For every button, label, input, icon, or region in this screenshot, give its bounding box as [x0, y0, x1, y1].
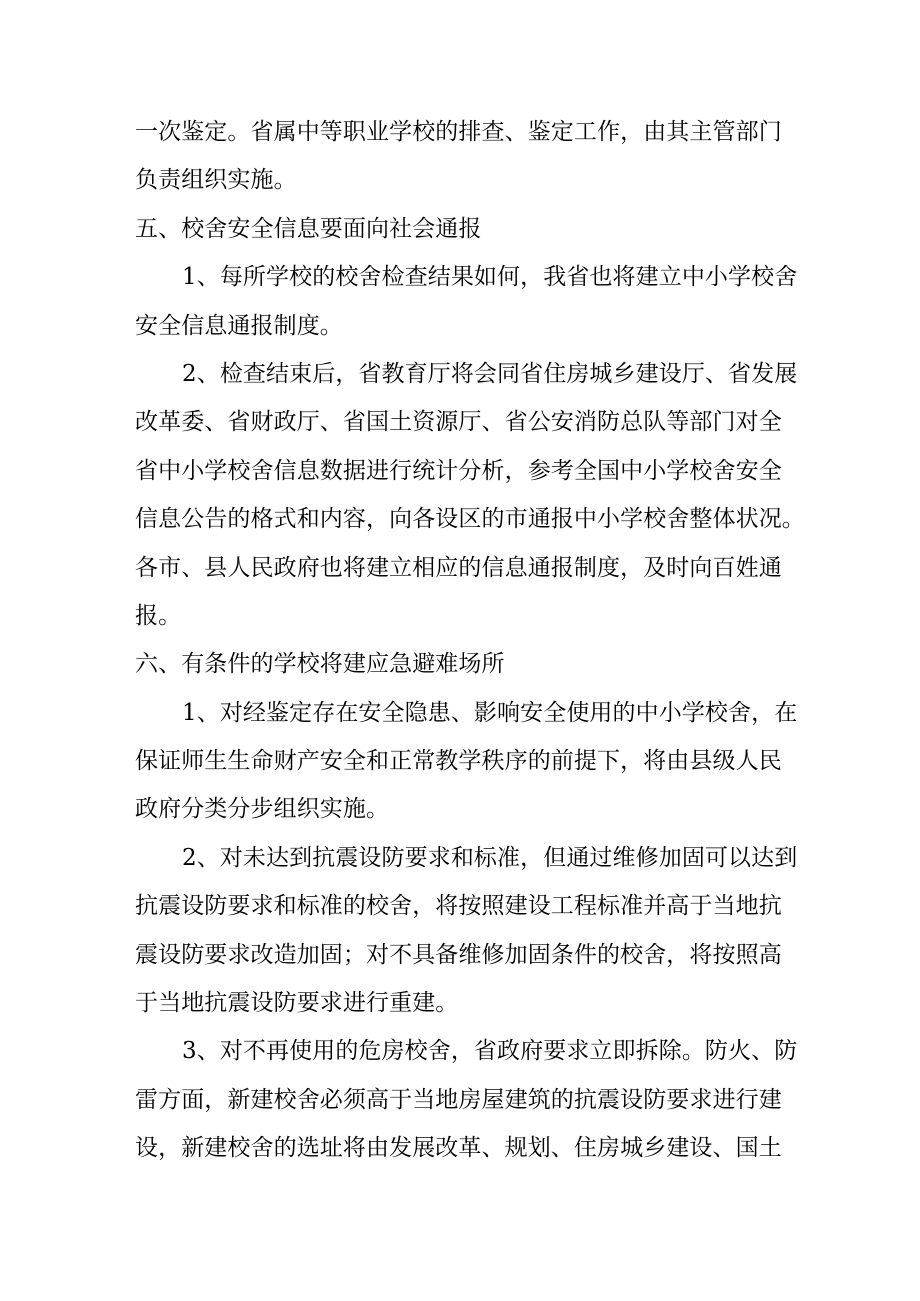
paragraph-line: 1、对经鉴定存在安全隐患、影响安全使用的中小学校舍，在 [182, 699, 798, 726]
continuation-paragraph [135, 108, 835, 205]
paragraph-line: 3、对不再使用的危房校舍，省政府要求立即拆除。防火、防 [182, 1038, 798, 1065]
section-6-item-2 [135, 834, 835, 1028]
section-heading: 五、校舍安全信息要面向社会通报 [135, 215, 482, 242]
paragraph-line: 负责组织实施。 [135, 167, 297, 194]
paragraph-line: 各市、县人民政府也将建立相应的信息通报制度，及时向百姓通 [135, 554, 782, 581]
section-6-item-3 [135, 1027, 835, 1172]
section-5-item-1 [135, 253, 835, 350]
paragraph-line: 设，新建校舍的选址将由发展改革、规划、住房城乡建设、国土 [135, 1135, 782, 1162]
paragraph-line: 抗震设防要求和标准的校舍，将按照建设工程标准并高于当地抗 [135, 893, 782, 920]
section-6-item-1 [135, 689, 835, 834]
paragraph-line: 于当地抗震设防要求进行重建。 [135, 990, 459, 1017]
paragraph-line: 1、每所学校的校舍检查结果如何，我省也将建立中小学校舍 [182, 264, 798, 291]
paragraph-line: 雷方面，新建校舍必须高于当地房屋建筑的抗震设防要求进行建 [135, 1086, 782, 1113]
paragraph-line: 一次鉴定。省属中等职业学校的排查、鉴定工作，由其主管部门 [135, 119, 782, 145]
section-5 [135, 205, 835, 641]
section-heading: 六、有条件的学校将建应急避难场所 [135, 651, 505, 678]
paragraph-line: 改革委、省财政厅、省国土资源厅、省公安消防总队等部门对全 [135, 409, 782, 436]
section-6 [135, 640, 835, 1172]
paragraph-line: 政府分类分步组织实施。 [135, 796, 390, 823]
paragraph-line: 信息公告的格式和内容，向各设区的市通报中小学校舍整体状况。 [135, 506, 805, 533]
paragraph-line: 省中小学校舍信息数据进行统计分析，参考全国中小学校舍安全 [135, 457, 782, 484]
paragraph-line: 报。 [135, 602, 182, 629]
paragraph-line: 保证师生生命财产安全和正常教学秩序的前提下，将由县级人民 [135, 748, 782, 775]
document-body [135, 108, 835, 1173]
paragraph-line: 2、检查结束后，省教育厅将会同省住房城乡建设厅、省发展 [182, 360, 798, 387]
paragraph-line: 震设防要求改造加固；对不具备维修加固条件的校舍，将按照高 [135, 941, 782, 968]
paragraph-line: 安全信息通报制度。 [135, 312, 343, 339]
paragraph-line: 2、对未达到抗震设防要求和标准，但通过维修加固可以达到 [182, 844, 798, 871]
section-5-item-2 [135, 350, 835, 640]
